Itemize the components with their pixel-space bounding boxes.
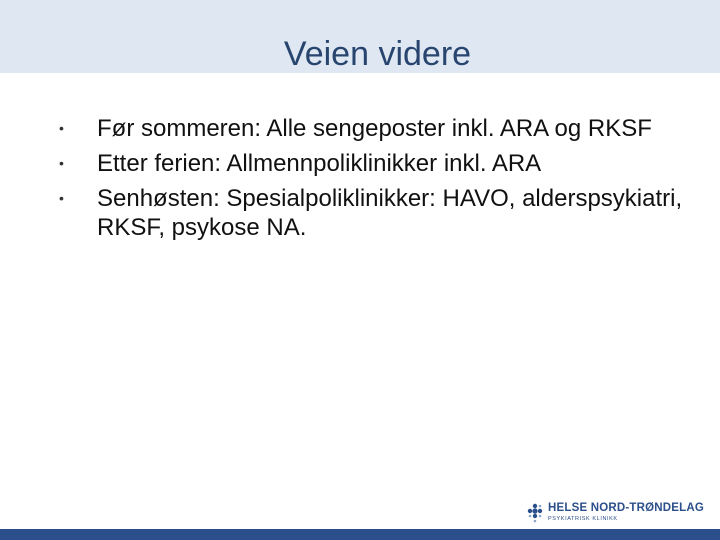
slide-title: Veien videre <box>283 35 472 73</box>
bullet-dot-icon: • <box>59 190 64 206</box>
bullet-item <box>59 184 697 242</box>
organization-logo <box>526 499 716 529</box>
bullet-item <box>59 149 697 178</box>
logo-subtitle: PSYKIATRISK KLINIKK <box>548 516 618 522</box>
bullet-text: Senhøsten: Spesialpoliklinikker: HAVO, alderspsykiatri, RKSF, psykose NA. <box>97 185 683 241</box>
bullet-list <box>59 114 697 248</box>
bullet-text: Før sommeren: Alle sengeposter inkl. ARA og RKSF <box>97 115 652 142</box>
footer-band <box>0 529 720 540</box>
helse-cross-logo-icon <box>526 502 548 524</box>
bullet-item <box>59 114 697 143</box>
logo-name: HELSE NORD-TRØNDELAG <box>548 502 705 514</box>
bullet-text: Etter ferien: Allmennpoliklinikker inkl. ARA <box>97 150 542 177</box>
bullet-dot-icon: • <box>59 155 64 171</box>
bullet-dot-icon: • <box>59 120 64 136</box>
